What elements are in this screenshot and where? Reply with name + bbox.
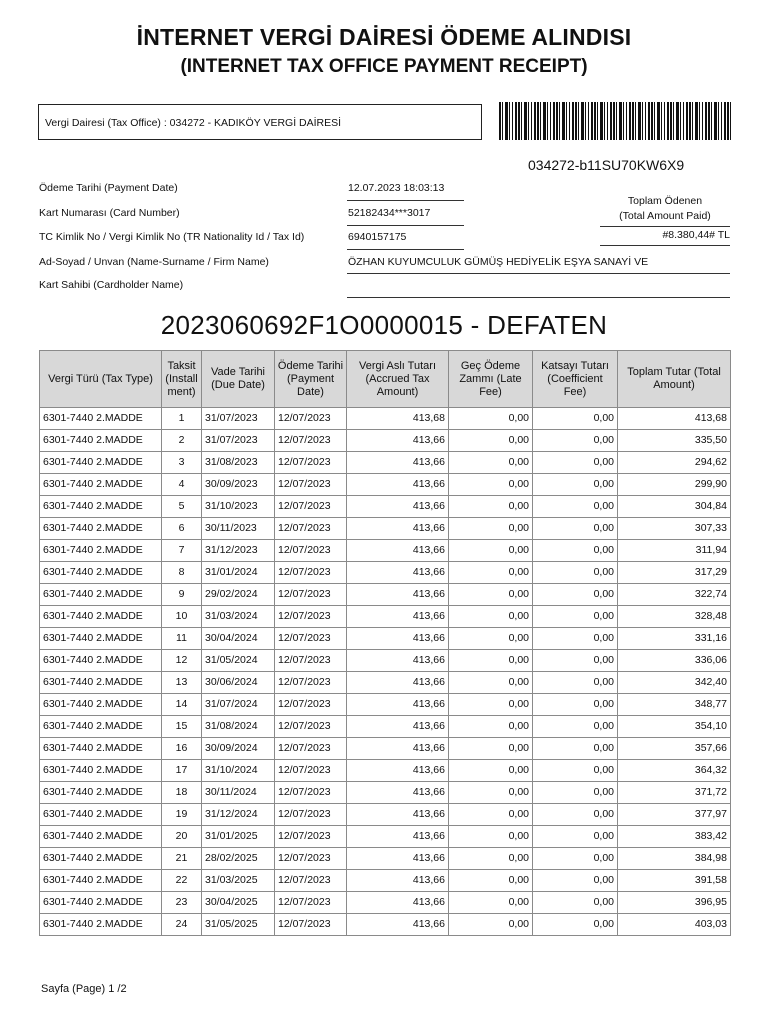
cell-payment-date: 12/07/2023 [275,672,347,694]
cell-coefficient-fee: 0,00 [533,892,618,914]
cell-payment-date: 12/07/2023 [275,826,347,848]
cell-installment: 6 [162,518,202,540]
cell-late-fee: 0,00 [449,694,533,716]
cell-payment-date: 12/07/2023 [275,782,347,804]
cell-installment: 16 [162,738,202,760]
cell-late-fee: 0,00 [449,738,533,760]
cell-installment: 3 [162,452,202,474]
header-installment: Taksit (Install ment) [162,351,202,408]
total-paid-label-tr: Toplam Ödenen [627,195,703,207]
cell-accrued-tax: 413,66 [347,584,449,606]
cell-due-date: 31/10/2023 [202,496,275,518]
receipt-title: İNTERNET VERGİ DAİRESİ ÖDEME ALINDISI [136,24,632,50]
table-row [40,650,731,672]
cell-payment-date: 12/07/2023 [275,870,347,892]
table-row [40,804,731,826]
cell-total-amount: 354,10 [618,716,731,738]
cell-tax-type: 6301-7440 2.MADDE [40,650,162,672]
payment-date-underline [347,200,464,201]
cell-tax-type: 6301-7440 2.MADDE [40,760,162,782]
header-coefficient-fee: Katsayı Tutarı (Coefficient Fee) [533,351,618,408]
cell-installment: 22 [162,870,202,892]
table-row [40,606,731,628]
cell-tax-type: 6301-7440 2.MADDE [40,694,162,716]
cell-tax-type: 6301-7440 2.MADDE [40,892,162,914]
cell-tax-type: 6301-7440 2.MADDE [40,584,162,606]
cell-coefficient-fee: 0,00 [533,452,618,474]
cell-total-amount: 322,74 [618,584,731,606]
table-row [40,452,731,474]
cell-tax-type: 6301-7440 2.MADDE [40,606,162,628]
cell-coefficient-fee: 0,00 [533,760,618,782]
cell-due-date: 29/02/2024 [202,584,275,606]
header-due-date: Vade Tarihi (Due Date) [202,351,275,408]
cell-accrued-tax: 413,66 [347,760,449,782]
cell-payment-date: 12/07/2023 [275,562,347,584]
cell-late-fee: 0,00 [449,540,533,562]
cell-total-amount: 384,98 [618,848,731,870]
cell-accrued-tax: 413,66 [347,430,449,452]
cell-due-date: 31/05/2025 [202,914,275,936]
tax-id-label: TC Kimlik No / Vergi Kimlik No (TR Nationality Id / Tax Id) [39,231,305,243]
cell-accrued-tax: 413,66 [347,804,449,826]
cell-accrued-tax: 413,66 [347,782,449,804]
cell-accrued-tax: 413,66 [347,628,449,650]
table-row [40,870,731,892]
table-row [40,694,731,716]
receipt-subtitle: (INTERNET TAX OFFICE PAYMENT RECEIPT) [180,56,588,77]
cell-tax-type: 6301-7440 2.MADDE [40,452,162,474]
cell-due-date: 31/07/2024 [202,694,275,716]
header-late-fee: Geç Ödeme Zammı (Late Fee) [449,351,533,408]
card-number-value: 52182434***3017 [348,207,431,219]
cell-coefficient-fee: 0,00 [533,914,618,936]
cell-due-date: 30/09/2023 [202,474,275,496]
cell-accrued-tax: 413,66 [347,496,449,518]
cell-total-amount: 311,94 [618,540,731,562]
cell-late-fee: 0,00 [449,584,533,606]
total-paid-label-en: (Total Amount Paid) [619,210,711,222]
cell-tax-type: 6301-7440 2.MADDE [40,628,162,650]
cell-total-amount: 331,16 [618,628,731,650]
document-number: 2023060692F1O0000015 - DEFATEN [160,310,608,340]
cell-tax-type: 6301-7440 2.MADDE [40,782,162,804]
cell-total-amount: 335,50 [618,430,731,452]
cell-payment-date: 12/07/2023 [275,848,347,870]
cell-late-fee: 0,00 [449,408,533,430]
cell-accrued-tax: 413,66 [347,672,449,694]
cell-tax-type: 6301-7440 2.MADDE [40,408,162,430]
table-row [40,826,731,848]
cell-late-fee: 0,00 [449,826,533,848]
cell-late-fee: 0,00 [449,606,533,628]
cell-total-amount: 413,68 [618,408,731,430]
cell-accrued-tax: 413,66 [347,518,449,540]
cell-tax-type: 6301-7440 2.MADDE [40,474,162,496]
cell-total-amount: 364,32 [618,760,731,782]
cell-accrued-tax: 413,66 [347,716,449,738]
cell-installment: 2 [162,430,202,452]
cell-payment-date: 12/07/2023 [275,716,347,738]
cardholder-label: Kart Sahibi (Cardholder Name) [39,279,184,291]
cell-accrued-tax: 413,66 [347,540,449,562]
card-number-label: Kart Numarası (Card Number) [39,207,180,219]
cell-due-date: 30/09/2024 [202,738,275,760]
cardholder-underline [347,297,730,298]
cell-late-fee: 0,00 [449,892,533,914]
table-row [40,562,731,584]
cell-late-fee: 0,00 [449,452,533,474]
cell-tax-type: 6301-7440 2.MADDE [40,826,162,848]
cell-tax-type: 6301-7440 2.MADDE [40,518,162,540]
table-header-row [40,351,731,408]
cell-total-amount: 396,95 [618,892,731,914]
cell-late-fee: 0,00 [449,628,533,650]
cell-accrued-tax: 413,66 [347,826,449,848]
total-paid-value: #8.380,44# TL [662,229,730,241]
cell-coefficient-fee: 0,00 [533,738,618,760]
cell-tax-type: 6301-7440 2.MADDE [40,496,162,518]
cell-due-date: 31/01/2024 [202,562,275,584]
cell-payment-date: 12/07/2023 [275,892,347,914]
table-row [40,496,731,518]
cell-payment-date: 12/07/2023 [275,584,347,606]
cell-due-date: 31/03/2025 [202,870,275,892]
cell-tax-type: 6301-7440 2.MADDE [40,562,162,584]
cell-coefficient-fee: 0,00 [533,430,618,452]
cell-accrued-tax: 413,66 [347,474,449,496]
cell-installment: 13 [162,672,202,694]
header-payment-date: Ödeme Tarihi (Payment Date) [275,351,347,408]
cell-tax-type: 6301-7440 2.MADDE [40,914,162,936]
cell-due-date: 31/07/2023 [202,408,275,430]
payment-items-table [39,350,731,936]
cell-installment: 7 [162,540,202,562]
cell-tax-type: 6301-7440 2.MADDE [40,870,162,892]
cell-accrued-tax: 413,66 [347,892,449,914]
cell-accrued-tax: 413,66 [347,562,449,584]
table-row [40,408,731,430]
cell-late-fee: 0,00 [449,562,533,584]
cell-coefficient-fee: 0,00 [533,848,618,870]
cell-late-fee: 0,00 [449,518,533,540]
payment-date-value: 12.07.2023 18:03:13 [348,182,445,194]
cell-installment: 12 [162,650,202,672]
header-tax-type: Vergi Türü (Tax Type) [40,351,162,408]
table-row [40,628,731,650]
cell-installment: 9 [162,584,202,606]
cell-payment-date: 12/07/2023 [275,914,347,936]
cell-tax-type: 6301-7440 2.MADDE [40,804,162,826]
cell-accrued-tax: 413,66 [347,650,449,672]
cell-payment-date: 12/07/2023 [275,628,347,650]
cell-payment-date: 12/07/2023 [275,474,347,496]
cell-late-fee: 0,00 [449,870,533,892]
cell-payment-date: 12/07/2023 [275,650,347,672]
cell-coefficient-fee: 0,00 [533,540,618,562]
cell-due-date: 31/03/2024 [202,606,275,628]
cell-total-amount: 377,97 [618,804,731,826]
table-row [40,474,731,496]
cell-late-fee: 0,00 [449,716,533,738]
cell-coefficient-fee: 0,00 [533,518,618,540]
cell-tax-type: 6301-7440 2.MADDE [40,672,162,694]
cell-tax-type: 6301-7440 2.MADDE [40,738,162,760]
cell-coefficient-fee: 0,00 [533,804,618,826]
cell-coefficient-fee: 0,00 [533,870,618,892]
cell-installment: 20 [162,826,202,848]
header-accrued-tax: Vergi Aslı Tutarı (Accrued Tax Amount) [347,351,449,408]
cell-due-date: 30/11/2024 [202,782,275,804]
table-row [40,848,731,870]
cell-due-date: 31/08/2024 [202,716,275,738]
table-row [40,760,731,782]
cell-payment-date: 12/07/2023 [275,738,347,760]
cell-payment-date: 12/07/2023 [275,430,347,452]
cell-coefficient-fee: 0,00 [533,606,618,628]
cell-installment: 1 [162,408,202,430]
cell-total-amount: 336,06 [618,650,731,672]
cell-payment-date: 12/07/2023 [275,518,347,540]
cell-coefficient-fee: 0,00 [533,562,618,584]
receipt-code: 034272-b11SU70KW6X9 [528,157,685,173]
cell-coefficient-fee: 0,00 [533,584,618,606]
cell-late-fee: 0,00 [449,914,533,936]
table-row [40,892,731,914]
cell-accrued-tax: 413,66 [347,914,449,936]
cell-total-amount: 328,48 [618,606,731,628]
cell-total-amount: 348,77 [618,694,731,716]
cell-total-amount: 371,72 [618,782,731,804]
cell-installment: 18 [162,782,202,804]
cell-accrued-tax: 413,66 [347,738,449,760]
name-underline [347,273,730,274]
cell-total-amount: 307,33 [618,518,731,540]
tax-id-value: 6940157175 [348,231,407,243]
cell-late-fee: 0,00 [449,650,533,672]
cell-late-fee: 0,00 [449,760,533,782]
cell-due-date: 31/12/2023 [202,540,275,562]
cell-total-amount: 357,66 [618,738,731,760]
cell-total-amount: 317,29 [618,562,731,584]
payment-date-label: Ödeme Tarihi (Payment Date) [39,182,178,194]
cell-payment-date: 12/07/2023 [275,452,347,474]
cell-installment: 5 [162,496,202,518]
cell-total-amount: 383,42 [618,826,731,848]
cell-tax-type: 6301-7440 2.MADDE [40,716,162,738]
table-row [40,430,731,452]
cell-coefficient-fee: 0,00 [533,628,618,650]
cell-due-date: 31/01/2025 [202,826,275,848]
cell-accrued-tax: 413,66 [347,870,449,892]
cell-tax-type: 6301-7440 2.MADDE [40,848,162,870]
barcode-image [499,102,731,140]
cell-installment: 24 [162,914,202,936]
table-row [40,584,731,606]
cell-coefficient-fee: 0,00 [533,474,618,496]
table-row [40,518,731,540]
cell-late-fee: 0,00 [449,782,533,804]
cell-due-date: 28/02/2025 [202,848,275,870]
cell-total-amount: 299,90 [618,474,731,496]
cell-coefficient-fee: 0,00 [533,782,618,804]
name-label: Ad-Soyad / Unvan (Name-Surname / Firm Name) [39,256,269,268]
table-row [40,716,731,738]
cell-total-amount: 304,84 [618,496,731,518]
cell-late-fee: 0,00 [449,804,533,826]
total-paid-top-line [600,226,730,227]
cell-payment-date: 12/07/2023 [275,496,347,518]
header-total-amount: Toplam Tutar (Total Amount) [618,351,731,408]
cell-late-fee: 0,00 [449,496,533,518]
cell-accrued-tax: 413,66 [347,694,449,716]
cell-coefficient-fee: 0,00 [533,496,618,518]
cell-installment: 11 [162,628,202,650]
tax-id-underline [347,249,464,250]
cell-coefficient-fee: 0,00 [533,672,618,694]
table-row [40,782,731,804]
cell-late-fee: 0,00 [449,430,533,452]
name-value: ÖZHAN KUYUMCULUK GÜMÜŞ HEDİYELİK EŞYA SANAYİ VE [348,256,649,268]
cell-installment: 21 [162,848,202,870]
cell-accrued-tax: 413,66 [347,606,449,628]
cell-late-fee: 0,00 [449,672,533,694]
page-number: Sayfa (Page) 1 /2 [41,983,127,995]
tax-office-box: Vergi Dairesi (Tax Office) : 034272 - KADIKÖY VERGİ DAİRESİ [38,104,482,140]
cell-total-amount: 294,62 [618,452,731,474]
cell-tax-type: 6301-7440 2.MADDE [40,540,162,562]
cell-coefficient-fee: 0,00 [533,716,618,738]
card-number-underline [347,225,464,226]
cell-payment-date: 12/07/2023 [275,606,347,628]
cell-payment-date: 12/07/2023 [275,760,347,782]
cell-accrued-tax: 413,68 [347,408,449,430]
cell-due-date: 31/12/2024 [202,804,275,826]
table-row [40,914,731,936]
cell-installment: 10 [162,606,202,628]
cell-tax-type: 6301-7440 2.MADDE [40,430,162,452]
cell-due-date: 31/05/2024 [202,650,275,672]
table-row [40,540,731,562]
cell-due-date: 30/06/2024 [202,672,275,694]
cell-payment-date: 12/07/2023 [275,804,347,826]
cell-installment: 17 [162,760,202,782]
cell-payment-date: 12/07/2023 [275,408,347,430]
cell-due-date: 30/11/2023 [202,518,275,540]
cell-installment: 8 [162,562,202,584]
cell-due-date: 31/10/2024 [202,760,275,782]
cell-coefficient-fee: 0,00 [533,826,618,848]
cell-installment: 19 [162,804,202,826]
table-row [40,672,731,694]
table-row [40,738,731,760]
cell-coefficient-fee: 0,00 [533,408,618,430]
cell-total-amount: 342,40 [618,672,731,694]
cell-accrued-tax: 413,66 [347,848,449,870]
cell-accrued-tax: 413,66 [347,452,449,474]
cell-payment-date: 12/07/2023 [275,540,347,562]
cell-payment-date: 12/07/2023 [275,694,347,716]
cell-installment: 4 [162,474,202,496]
cell-due-date: 30/04/2025 [202,892,275,914]
cell-late-fee: 0,00 [449,474,533,496]
cell-installment: 15 [162,716,202,738]
cell-installment: 23 [162,892,202,914]
cell-coefficient-fee: 0,00 [533,694,618,716]
cell-total-amount: 391,58 [618,870,731,892]
cell-due-date: 31/08/2023 [202,452,275,474]
cell-late-fee: 0,00 [449,848,533,870]
cell-total-amount: 403,03 [618,914,731,936]
cell-due-date: 30/04/2024 [202,628,275,650]
cell-coefficient-fee: 0,00 [533,650,618,672]
total-paid-bottom-line [600,245,730,246]
cell-installment: 14 [162,694,202,716]
cell-due-date: 31/07/2023 [202,430,275,452]
